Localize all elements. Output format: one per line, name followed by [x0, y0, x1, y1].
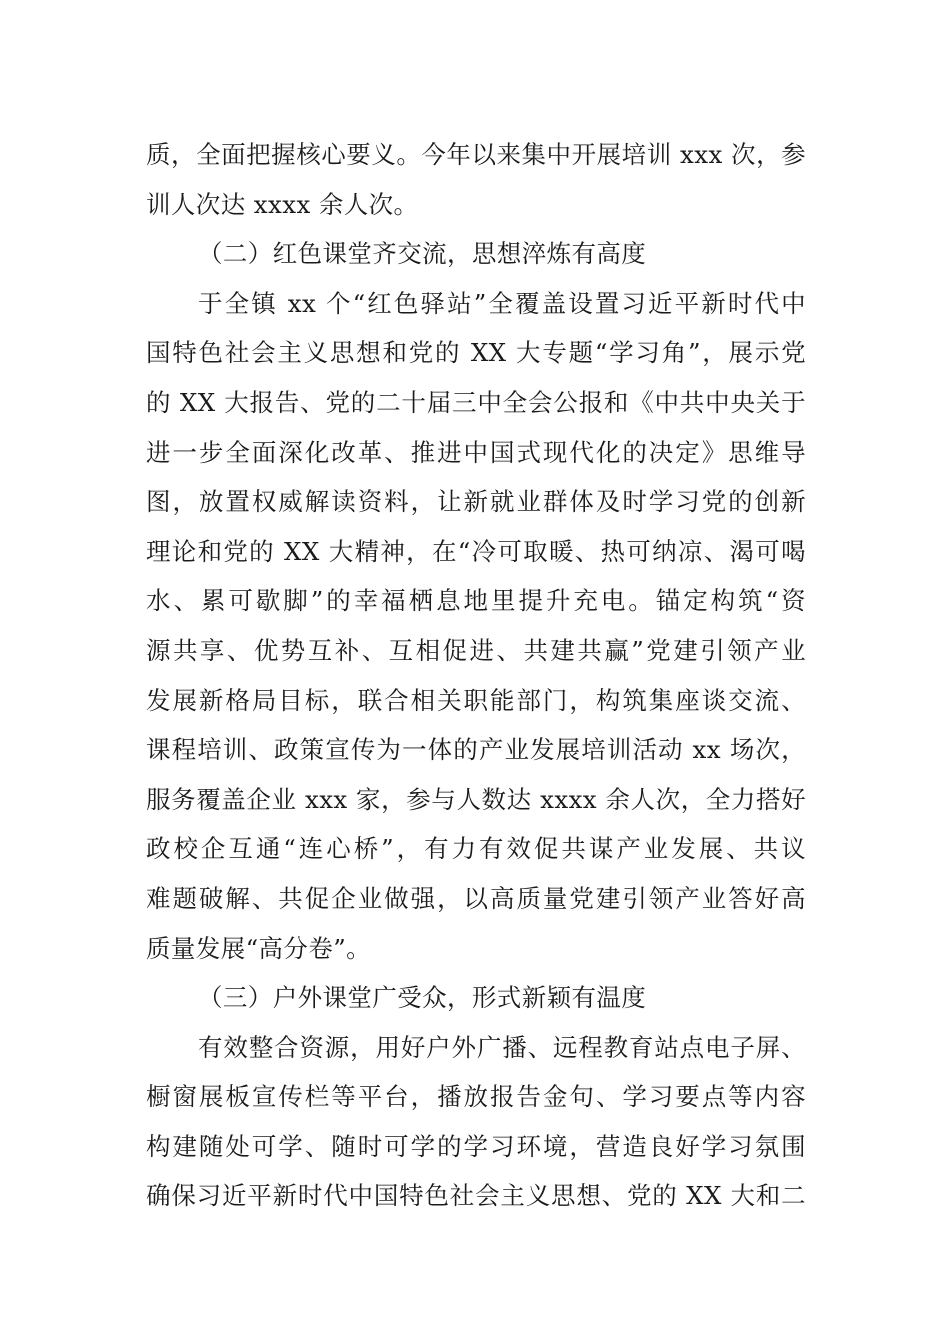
text-line: 进一步全面深化改革、推进中国式现代化的决定》思维导: [146, 437, 806, 467]
text-line: 橱窗展板宣传栏等平台，播放报告金句、学习要点等内容: [146, 1082, 806, 1112]
text-line: 质量发展“高分卷”。: [146, 933, 372, 963]
text-line: 训人次达 xxxx 余人次。: [146, 189, 419, 219]
section-heading-3: （三）户外课堂广受众，形式新颖有温度: [198, 983, 647, 1013]
text-line: 难题破解、共促企业做强，以高质量党建引领产业答好高: [146, 883, 806, 913]
text-line: 水、累可歇脚”的幸福栖息地里提升充电。锚定构筑“资: [146, 586, 806, 616]
text-line: 政校企互通“连心桥”，有力有效促共谋产业发展、共议: [146, 834, 806, 864]
text-line: 图，放置权威解读资料，让新就业群体及时学习党的创新: [146, 487, 806, 517]
text-line: 国特色社会主义思想和党的 XX 大专题“学习角”，展示党: [146, 338, 806, 368]
text-line: 质，全面把握核心要义。今年以来集中开展培训 xxx 次，参: [146, 140, 806, 169]
text-line: 服务覆盖企业 xxx 家，参与人数达 xxxx 余人次，全力搭好: [146, 784, 806, 814]
text-line: 课程培训、政策宣传为一体的产业发展培训活动 xx 场次，: [146, 735, 806, 765]
text-line: 的 XX 大报告、党的二十届三中全会公报和《中共中央关于: [146, 387, 806, 417]
text-line: 源共享、优势互补、互相促进、共建共赢”党建引领产业: [146, 635, 806, 665]
text-line: 确保习近平新时代中国特色社会主义思想、党的 XX 大和二: [146, 1181, 806, 1211]
document-body: [146, 130, 806, 1221]
text-line: 于全镇 xx 个“红色驿站”全覆盖设置习近平新时代中: [198, 288, 806, 318]
section-heading-2: （二）红色课堂齐交流，思想淬炼有高度: [198, 239, 647, 269]
text-line: 有效整合资源，用好户外广播、远程教育站点电子屏、: [198, 1032, 806, 1062]
text-line: 发展新格局目标，联合相关职能部门，构筑集座谈交流、: [146, 685, 806, 715]
text-line: 理论和党的 XX 大精神，在“冷可取暖、热可纳凉、渴可喝: [146, 536, 806, 566]
text-line: 构建随处可学、随时可学的学习环境，营造良好学习氛围: [146, 1131, 806, 1161]
